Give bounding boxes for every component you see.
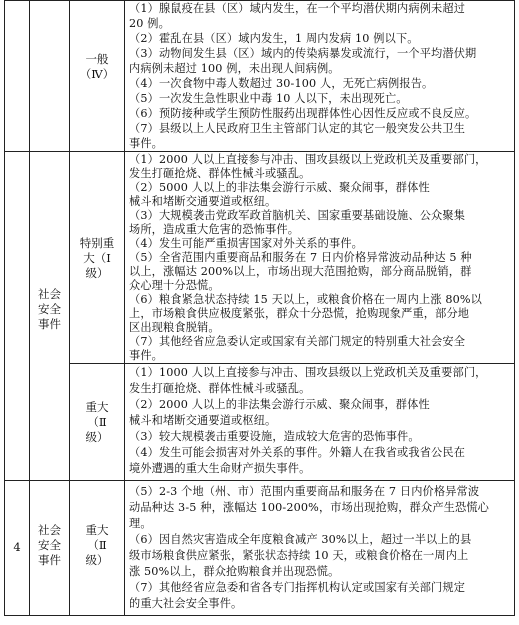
description-line: 内病例未超过 100 例，未出现人间病例。 bbox=[129, 62, 340, 75]
table-border-right bbox=[514, 0, 515, 616]
description-line: （4）发生可能严重损害国家对外关系的事件。 bbox=[129, 237, 364, 250]
level-label: 一般 bbox=[85, 52, 109, 66]
level-cell bbox=[70, 400, 124, 445]
level-label: （Ⅱ bbox=[87, 415, 107, 429]
description-cell bbox=[129, 1, 511, 151]
description-line: （4）发生可能会损害对外关系的事件。外籍人在我省或我省公民在 bbox=[129, 446, 466, 459]
description-line: 发生打砸抢烧、群体性械斗或骚乱。 bbox=[129, 167, 311, 180]
description-line: 以上，涨幅达 200%以上，市场出现大范围抢购，部分商品脱销，群 bbox=[129, 265, 472, 278]
description-line: （1）腺鼠疫在县（区）域内发生，在一个平均潜伏期内病例未超过 bbox=[129, 2, 466, 15]
description-line: 理。 bbox=[129, 517, 152, 530]
description-line: （3）较大规模袭击重要设施，造成较大危害的恐怖事件。 bbox=[129, 430, 420, 443]
table-border-left bbox=[4, 0, 5, 616]
row-divider bbox=[69, 363, 515, 364]
category-label: 事件 bbox=[38, 553, 61, 567]
description-line: 动品种达 3-5 种，涨幅达 100-200%，市场出现抢购，群众产生恐慌心 bbox=[129, 501, 490, 514]
description-line: （6）预防接种或学生预防性服药出现群体性心因性反应或不良反应。 bbox=[129, 107, 477, 120]
level-label: 重大 bbox=[85, 523, 109, 537]
description-line: 上，市场粮食供应极度紧张，群众十分恐慌，抢购现象严重，部分地 bbox=[129, 307, 470, 320]
row-number: 4 bbox=[13, 540, 21, 554]
description-line: 的重大社会安全事件。 bbox=[129, 597, 243, 610]
description-line: 械斗和堵断交通要道或枢纽。 bbox=[129, 414, 277, 427]
level-cell bbox=[70, 236, 124, 281]
description-line: （5）全省范围内重要商品和服务在 7 日内价格异常波动品种达 5 种 bbox=[129, 251, 472, 264]
column-divider bbox=[124, 0, 125, 616]
level-label: 级） bbox=[85, 553, 109, 567]
level-cell bbox=[70, 52, 124, 82]
description-line: （7）其他经省应急委和省各专门指挥机构认定或国家有关部门规定 bbox=[129, 581, 466, 594]
description-line: （1）1000 人以上直接参与冲击、围攻县级以上党政机关及重要部门， bbox=[129, 366, 487, 379]
description-cell bbox=[129, 153, 511, 363]
description-line: （7）县级以上人民政府卫生主管部门认定的其它一般突发公共卫生 bbox=[129, 122, 466, 135]
description-line: （2）5000 人以上的非法集会游行示威、聚众闹事，群体性 bbox=[129, 181, 430, 194]
level-cell bbox=[70, 523, 124, 568]
description-cell bbox=[129, 365, 511, 477]
category-label: 事件 bbox=[38, 317, 61, 331]
row-number-cell bbox=[5, 540, 29, 555]
category-cell bbox=[30, 523, 69, 568]
description-line: （2）霍乱在县（区）域内发生，1 周内发病 10 例以下。 bbox=[129, 32, 419, 45]
category-cell bbox=[30, 287, 69, 332]
description-line: （5）2-3 个地（州、市）范围内重要商品和服务在 7 日内价格异常波 bbox=[129, 485, 480, 498]
category-label: 社会 bbox=[38, 523, 61, 537]
description-line: 区出现粮食脱销。 bbox=[129, 321, 220, 334]
level-label: 重大 bbox=[85, 400, 109, 414]
level-label: 大（Ⅰ bbox=[83, 251, 111, 265]
row-divider bbox=[4, 151, 515, 152]
description-line: （1）2000 人以上直接参与冲击、围攻县级以上党政机关及重要部门， bbox=[129, 153, 487, 166]
description-line: （6）因自然灾害造成全年度粮食减产 30%以上，超过一半以上的县 bbox=[129, 533, 472, 546]
level-label: （Ⅳ） bbox=[79, 67, 115, 81]
table-border-bottom bbox=[4, 615, 515, 616]
description-line: 涨 50%以上，群众抢购粮食并出现恐慌。 bbox=[129, 565, 340, 578]
description-line: 境外遭遇的重大生命财产损失事件。 bbox=[129, 462, 311, 475]
level-label: 特别重 bbox=[79, 236, 115, 250]
description-cell bbox=[129, 484, 511, 612]
description-line: 场所，造成重大危害的恐怖事件。 bbox=[129, 223, 300, 236]
level-label: 级） bbox=[85, 430, 109, 444]
description-line: 20 例。 bbox=[129, 17, 170, 30]
description-line: 众心理十分恐慌。 bbox=[129, 279, 220, 292]
row-divider bbox=[4, 480, 515, 481]
description-line: 发生打砸抢烧、群体性械斗或骚乱。 bbox=[129, 382, 311, 395]
category-label: 安全 bbox=[38, 538, 61, 552]
description-line: 级市场粮食供应紧张，紧张状态持续 10 天，或粮食价格在一周内上 bbox=[129, 549, 469, 562]
description-line: 事件。 bbox=[129, 137, 164, 150]
description-line: 械斗和堵断交通要道或枢纽。 bbox=[129, 195, 277, 208]
level-label: 级） bbox=[85, 266, 109, 280]
description-line: （5）一次发生急性职业中毒 10 人以下，未出现死亡。 bbox=[129, 92, 408, 105]
level-label: （Ⅱ bbox=[87, 538, 107, 552]
description-line: （2）2000 人以上的非法集会游行示威、聚众闹事，群体性 bbox=[129, 398, 430, 411]
description-line: 事件。 bbox=[129, 349, 164, 362]
category-label: 社会 bbox=[38, 287, 61, 301]
description-line: （3）大规模袭击党政军政首脑机关、国家重要基础设施、公众聚集 bbox=[129, 209, 466, 222]
description-line: （4）一次食物中毒人数超过 30-100 人，无死亡病例报告。 bbox=[129, 77, 434, 90]
category-label: 安全 bbox=[38, 302, 61, 316]
description-line: （6）粮食紧急状态持续 15 天以上，或粮食价格在一周内上涨 80%以 bbox=[129, 293, 483, 306]
description-line: （7）其他经省应急委认定或国家有关部门规定的特别重大社会安全 bbox=[129, 335, 466, 348]
description-line: （3）动物间发生县（区）域内的传染病暴发或流行，一个平均潜伏期 bbox=[129, 47, 477, 60]
